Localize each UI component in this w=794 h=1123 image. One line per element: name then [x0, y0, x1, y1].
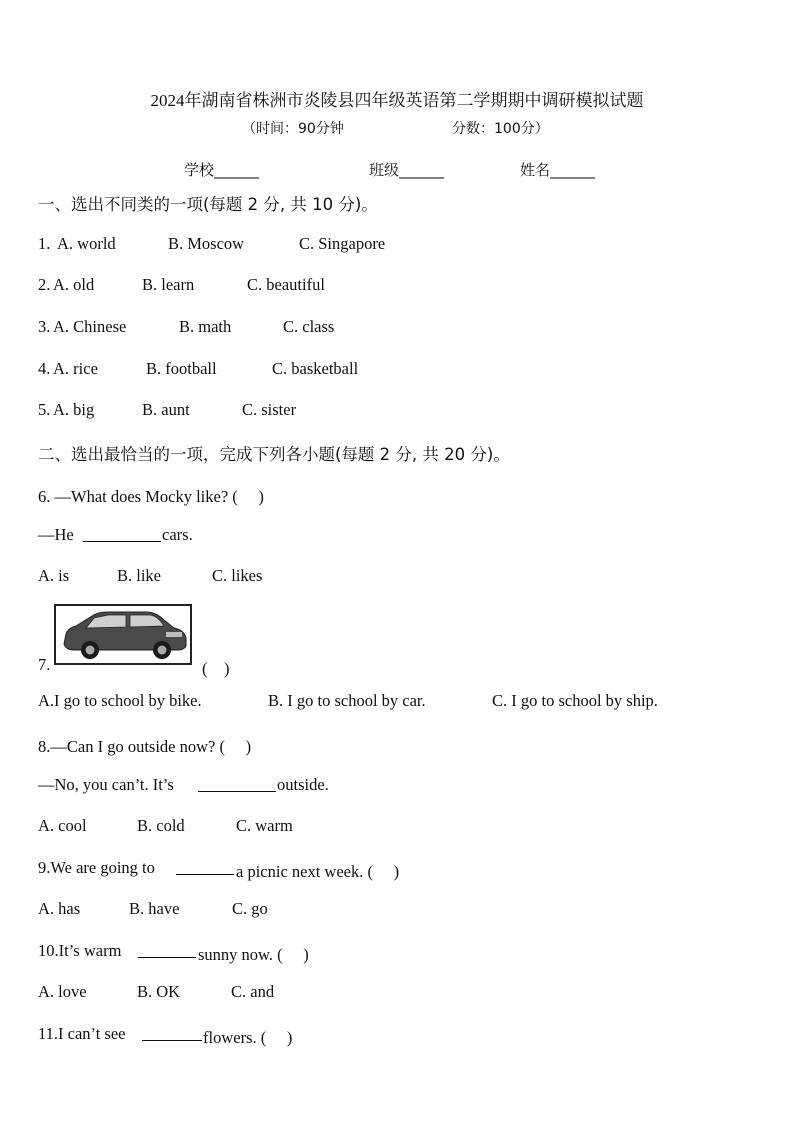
answer-suffix: cars. [162, 525, 193, 544]
option-b: B. football [146, 359, 217, 378]
option-b: B. learn [142, 275, 195, 294]
question-stem-prefix: 11.I can’t see [38, 1024, 126, 1043]
section-2-heading: 二、选出最恰当的一项，完成下列各小题(每题 2 分, 共 20 分)。 [38, 445, 510, 464]
option-b: B. cold [137, 816, 185, 835]
question-stem-suffix: a picnic next week. ( ) [236, 862, 400, 881]
car-icon [56, 606, 190, 663]
answer-suffix: outside. [277, 775, 329, 794]
question-number: 1. [38, 234, 51, 253]
answer-prefix: —No, you can’t. It’s [38, 775, 174, 794]
option-c: C. Singapore [299, 234, 386, 253]
option-a: A. old [53, 275, 95, 294]
option-c: C. class [283, 317, 335, 336]
option-c: C. likes [212, 566, 263, 585]
section-1-heading: 一、选出不同类的一项(每题 2 分, 共 10 分)。 [38, 195, 378, 214]
question-stem-suffix: flowers. ( ) [203, 1028, 293, 1047]
question-number: 7. [38, 655, 51, 674]
answer-blank[interactable] [138, 943, 196, 958]
name-field: 姓名______ [520, 161, 596, 179]
option-b: B. math [179, 317, 232, 336]
option-c: C. basketball [272, 359, 359, 378]
option-c: C. beautiful [247, 275, 325, 294]
option-c: C. go [232, 899, 268, 918]
question-stem-prefix: 10.It’s warm [38, 941, 122, 960]
option-c: C. warm [236, 816, 293, 835]
car-image [54, 604, 192, 665]
question-stem: 8.—Can I go outside now? ( ) [38, 737, 252, 756]
option-a: A. rice [53, 359, 98, 378]
question-number: 5. [38, 400, 51, 419]
class-field: 班级______ [369, 161, 445, 179]
question-number: 3. [38, 317, 51, 336]
option-c: C. I go to school by ship. [492, 691, 658, 710]
answer-blank[interactable] [83, 527, 161, 542]
time-info: （时间：90分钟 [242, 121, 344, 137]
option-b: B. aunt [142, 400, 190, 419]
school-field: 学校______ [184, 161, 260, 179]
question-number: 4. [38, 359, 51, 378]
page-title: 2024年湖南省株洲市炎陵县四年级英语第二学期期中调研模拟试题 [150, 91, 644, 110]
option-a: A. cool [38, 816, 87, 835]
answer-blank[interactable] [142, 1026, 202, 1041]
option-b: B. OK [137, 982, 181, 1001]
option-a: A. is [38, 566, 70, 585]
answer-blank[interactable] [176, 860, 234, 875]
option-b: B. Moscow [168, 234, 245, 253]
option-b: B. I go to school by car. [268, 691, 426, 710]
option-a: A. has [38, 899, 81, 918]
option-b: B. like [117, 566, 161, 585]
option-a: A. love [38, 982, 87, 1001]
answer-blank[interactable] [198, 777, 276, 792]
option-a: A. big [53, 400, 95, 419]
question-stem-prefix: 9.We are going to [38, 858, 155, 877]
option-c: C. sister [242, 400, 297, 419]
option-a: A.I go to school by bike. [38, 691, 202, 710]
question-number: 2. [38, 275, 51, 294]
question-stem: 6. —What does Mocky like? ( ) [38, 487, 264, 506]
question-stem-suffix: sunny now. ( ) [198, 945, 309, 964]
score-info: 分数：100分） [452, 121, 549, 137]
answer-paren: ( ) [202, 659, 230, 678]
answer-prefix: —He [38, 525, 74, 544]
option-c: C. and [231, 982, 275, 1001]
option-a: A. Chinese [53, 317, 127, 336]
option-a: A. world [57, 234, 116, 253]
option-b: B. have [129, 899, 180, 918]
